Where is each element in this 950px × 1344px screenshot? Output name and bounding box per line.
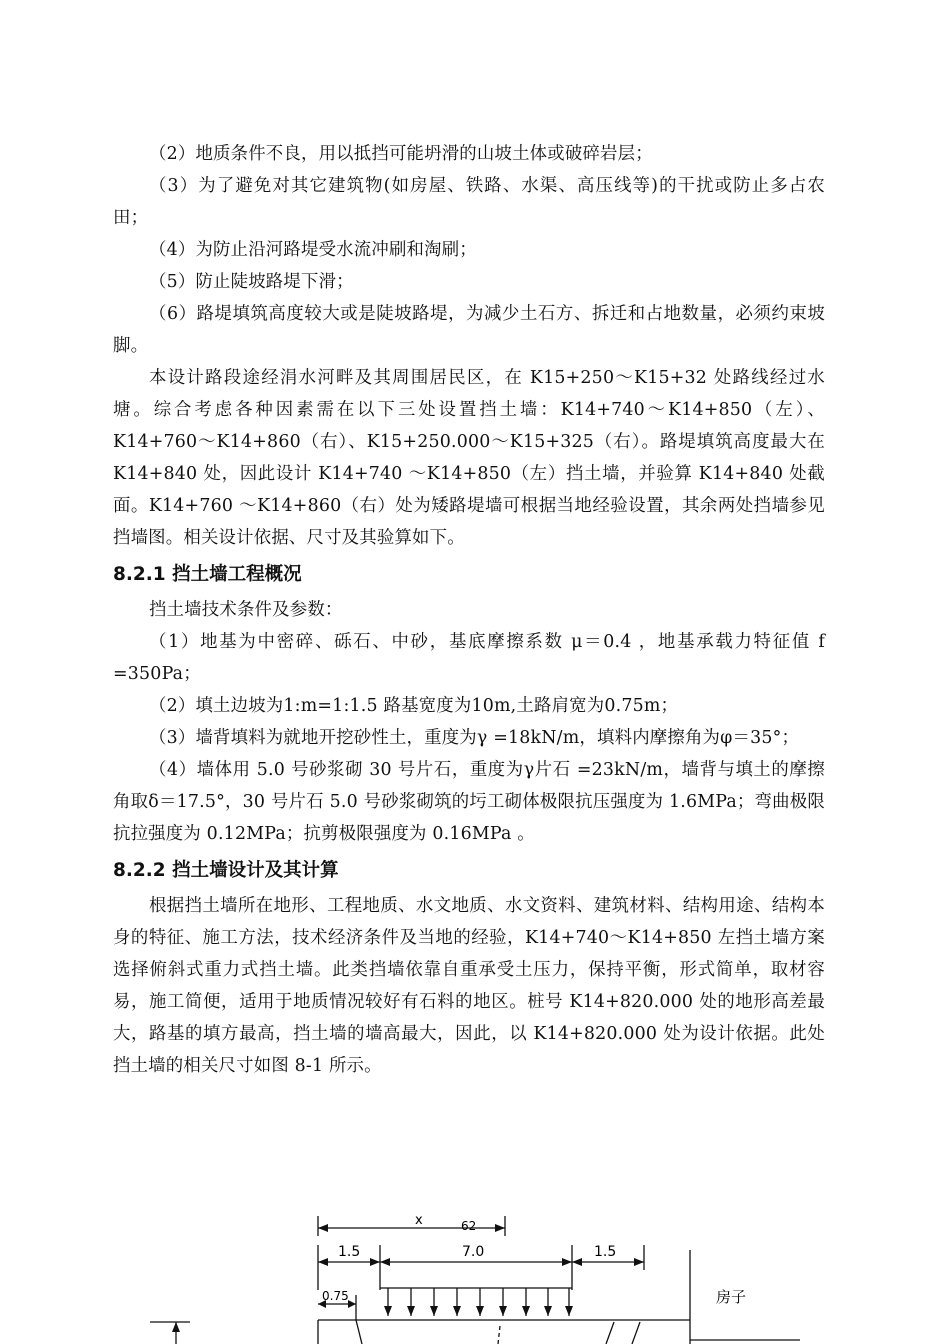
dim-shoulder-label: 0.75 [322,1289,349,1303]
section-heading-8-2-2: 8.2.2 挡土墙设计及其计算 [113,860,339,881]
paragraph: 根据挡土墙所在地形、工程地质、水文地质、水文资料、建筑材料、结构用途、结构本身的特征、施工方法，技术经济条件及当地的经验，K14+740～K14+850 左挡土墙方案选择俯斜式重力式挡土墙。此类挡墙依靠自重承受土压力，保持平衡，形式简单，取材容易，施工简便，适用于地质情况较好有石料的地区。桩号 K14+820.000 处的地形高差最大，路基的填方最高，挡土墙的墙高最大，因此，以 K14+820.000 处为设计依据。此处挡土墙的相关尺寸如图 8-1 所示。 [113,896,825,1076]
paragraph: （1）地基为中密碎、砾石、中砂，基底摩擦系数 μ＝0.4 ，地基承载力特征值 f =350Pa； [113,632,825,684]
paragraph: （3）为了避免对其它建筑物(如房屋、铁路、水渠、高压线等)的干扰或防止多占农田； [113,176,825,228]
paragraph: （5）防止陡坡路堤下滑； [149,272,354,292]
house-label: 房子 [716,1288,747,1306]
paragraph: （4）墙体用 5.0 号砂浆砌 30 号片石，重度为γ片石 =23kN/m，墙背与填土的摩擦角取δ＝17.5°，30 号片石 5.0 号砂浆砌筑的圬工砌体极限抗压强度为 1.6MPa；弯曲极限抗拉强度为 0.12MPa；抗剪极限强度为 0.16MPa 。 [113,760,825,844]
document-body [113,138,825,1082]
paragraph: 挡土墙技术条件及参数： [149,600,343,620]
paragraph: （4）为防止沿河路堤受水流冲刷和淘刷； [149,240,477,260]
paragraph: （6）路堤填筑高度较大或是陡坡路堤，为减少土石方、拆迁和占地数量，必须约束坡脚。 [113,304,825,356]
dim-62-label: 62 [461,1219,477,1233]
paragraph: 本设计路段途经涓水河畔及其周围居民区，在 K15+250～K15+32 处路线经过水塘。综合考虑各种因素需在以下三处设置挡土墙：K14+740～K14+850（左）、K14+760～K14+860（右）、K15+250.000～K15+325（右）。路堤填筑高度最大在 K14+840 处，因此设计 K14+740 ～K14+850（左）挡土墙，并验算 K14+840 处截面。K14+760 ～K14+860（右）处为矮路堤墙可根据当地经验设置，其余两处挡墙参见挡墙图。相关设计依据、尺寸及其验算如下。 [113,368,825,548]
dim-right-label: 1.5 [594,1244,617,1260]
paragraph: （2）填土边坡为1:m=1:1.5 路基宽度为10m,土路肩宽为0.75m； [149,696,679,716]
retaining-wall-figure [0,1200,950,1344]
paragraph: （3）墙背填料为就地开挖砂性土，重度为γ =18kN/m，填料内摩擦角为φ＝35°； [149,728,800,748]
dim-x-label: x [415,1213,423,1228]
dim-mid-label: 7.0 [462,1244,485,1260]
dim-left-label: 1.5 [338,1244,361,1260]
paragraph: （2）地质条件不良，用以抵挡可能坍滑的山坡土体或破碎岩层； [149,144,653,164]
section-heading-8-2-1: 8.2.1 挡土墙工程概况 [113,564,302,585]
